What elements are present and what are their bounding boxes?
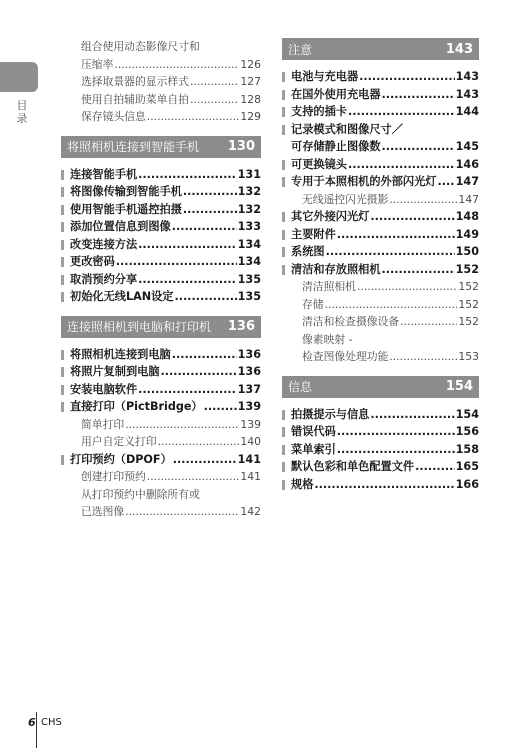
entry-title: 系统图: [291, 245, 325, 258]
entry-title-line: 组合使用动态影像尺寸和: [81, 40, 200, 53]
leader-dots: [183, 201, 237, 219]
entry-page: 134: [237, 237, 261, 251]
entry-title: 将照片复制到电脑: [70, 365, 160, 378]
page-number: 6: [28, 716, 36, 729]
toc-entry[interactable]: [282, 226, 479, 244]
toc-entry[interactable]: [282, 121, 479, 156]
entry-title: 清洁和检查摄像设备: [302, 315, 400, 328]
toc-entry[interactable]: [61, 451, 261, 469]
entry-page: 141: [240, 470, 261, 483]
entry-title: 选择取景器的显示样式: [81, 75, 189, 88]
entry-title: 菜单索引: [291, 442, 336, 456]
left-column: [61, 38, 261, 521]
entry-title: 添加位置信息到图像: [70, 220, 171, 233]
toc-subentry[interactable]: [61, 486, 261, 521]
section-page: 130: [227, 139, 255, 154]
entry-title: 初始化无线LAN设定: [70, 290, 174, 303]
entry-title: 无线遥控闪光摄影: [302, 192, 389, 206]
entry-title: 其它外接闪光灯: [291, 210, 370, 223]
entry-title: 保存镜头信息: [81, 110, 146, 123]
leader-dots: [314, 476, 454, 494]
toc-entry[interactable]: [282, 406, 479, 424]
side-label: 目录: [16, 99, 28, 125]
toc-entry[interactable]: [282, 103, 479, 121]
leader-dots: [173, 451, 237, 469]
left-sections: [61, 126, 261, 521]
leader-dots: [370, 406, 454, 424]
section-header[interactable]: [61, 136, 261, 158]
toc-entry[interactable]: [61, 108, 261, 126]
entry-title: 将照相机连接到电脑: [70, 347, 171, 361]
entry-page: 148: [455, 210, 479, 223]
leader-dots: [325, 296, 458, 314]
toc-entry[interactable]: [61, 288, 261, 306]
entry-page: 154: [455, 407, 479, 421]
leader-dots: [348, 103, 455, 121]
toc-entry[interactable]: [61, 218, 261, 236]
entry-title: 创建打印预约: [81, 470, 146, 483]
toc-entry[interactable]: [61, 183, 261, 201]
entry-title: 更改密码: [70, 255, 115, 268]
entry-page: 128: [240, 92, 261, 106]
section-title: 连接照相机到电脑和打印机: [67, 320, 212, 334]
toc-entry[interactable]: [282, 243, 479, 261]
entry-title: 可存储静止图像数: [291, 140, 381, 153]
entry-title: 用户自定义打印: [81, 435, 157, 448]
leader-dots: [348, 156, 455, 174]
entry-page: 129: [240, 110, 261, 123]
entry-page: 165: [455, 460, 479, 473]
toc-subentry[interactable]: [282, 331, 479, 366]
footer-divider: [36, 712, 37, 748]
section-title: 信息: [288, 380, 313, 394]
section-page: 154: [445, 379, 473, 394]
section-title: 注意: [288, 42, 313, 57]
toc-entry[interactable]: [61, 271, 261, 289]
entry-page: 134: [237, 255, 261, 268]
entry-title: 使用自拍辅助菜单自拍: [81, 92, 189, 106]
entry-page: 152: [458, 315, 479, 328]
entry-page: 133: [237, 220, 261, 233]
toc-entry[interactable]: [61, 91, 261, 109]
entry-title: 改变连接方法: [70, 237, 138, 251]
leader-dots: [147, 468, 240, 486]
entry-page: 135: [237, 290, 261, 303]
entry-page: 152: [455, 262, 479, 276]
entry-page: 127: [240, 75, 261, 88]
toc-subentry[interactable]: [61, 433, 261, 451]
entry-page: 136: [237, 347, 261, 361]
entry-page: 137: [237, 382, 261, 396]
entry-page: 135: [237, 272, 261, 286]
entry-page: 132: [237, 185, 261, 198]
entry-page: 152: [458, 280, 479, 293]
right-column: [282, 38, 479, 493]
intro-entries: [61, 38, 261, 126]
entry-page: 145: [455, 140, 479, 153]
entry-page: 132: [237, 202, 261, 216]
toc-entry[interactable]: [61, 236, 261, 254]
entry-title: 压缩率: [81, 57, 114, 71]
leader-dots: [183, 183, 237, 201]
chapter-tab: [0, 62, 38, 92]
entry-page: 144: [455, 105, 479, 118]
entry-title-line: 从打印预约中删除所有或: [81, 487, 200, 501]
leader-dots: [382, 86, 455, 104]
entry-title: 清洁照相机: [302, 280, 356, 293]
entry-page: 143: [455, 70, 479, 83]
toc-entry[interactable]: [61, 346, 261, 364]
leader-dots: [204, 398, 237, 416]
entry-page: 142: [240, 505, 261, 518]
entry-title: 拍摄提示与信息: [291, 407, 370, 421]
leader-dots: [337, 226, 455, 244]
leader-dots: [114, 56, 239, 74]
entry-title: 连接智能手机: [70, 167, 138, 181]
toc-entry[interactable]: [282, 173, 479, 191]
entry-page: 147: [455, 175, 479, 188]
toc-entry[interactable]: [61, 201, 261, 219]
language-code: CHS: [41, 717, 62, 728]
entry-page: 143: [455, 87, 479, 101]
section-header[interactable]: [282, 376, 479, 398]
entry-page: 166: [455, 477, 479, 491]
entry-page: 153: [458, 350, 479, 363]
entry-title: 打印预约（DPOF）: [70, 452, 172, 466]
toc-entry[interactable]: [282, 68, 479, 86]
leader-dots: [437, 173, 454, 191]
toc-subentry[interactable]: [282, 278, 479, 296]
leader-dots: [337, 423, 455, 441]
leader-dots: [161, 363, 237, 381]
entry-title: 检查图像处理功能: [302, 350, 389, 363]
leader-dots: [326, 243, 455, 261]
leader-dots: [138, 236, 237, 254]
leader-dots: [400, 313, 457, 331]
leader-dots: [337, 441, 455, 459]
toc-entry[interactable]: [61, 166, 261, 184]
entry-title: 默认色彩和单色配置文件: [291, 460, 415, 473]
entry-page: 140: [240, 435, 261, 448]
leader-dots: [382, 261, 455, 279]
leader-dots: [415, 458, 455, 476]
leader-dots: [116, 253, 237, 271]
entry-title: 安装电脑软件: [70, 382, 138, 396]
toc-entry[interactable]: [282, 86, 479, 104]
entry-page: 146: [455, 157, 479, 171]
leader-dots: [172, 346, 237, 364]
toc-entry[interactable]: [61, 398, 261, 416]
entry-title: 支持的插卡: [291, 105, 347, 118]
entry-page: 158: [455, 442, 479, 456]
toc-entry[interactable]: [61, 38, 261, 73]
toc-entry[interactable]: [282, 458, 479, 476]
leader-dots: [357, 278, 457, 296]
leader-dots: [382, 138, 455, 156]
leader-dots: [174, 288, 236, 306]
leader-dots: [125, 416, 239, 434]
entry-title: 存储: [302, 297, 324, 311]
leader-dots: [138, 166, 237, 184]
section-header[interactable]: [61, 316, 261, 338]
entry-page: 141: [237, 452, 261, 466]
toc-entry[interactable]: [282, 261, 479, 279]
leader-dots: [125, 503, 239, 521]
section-header[interactable]: [282, 38, 479, 60]
toc-subentry[interactable]: [282, 313, 479, 331]
leader-dots: [389, 191, 457, 209]
toc-entry[interactable]: [282, 208, 479, 226]
entry-title: 清洁和存放照相机: [291, 262, 381, 276]
entry-title: 已选图像: [81, 505, 125, 518]
entry-page: 139: [237, 400, 261, 413]
leader-dots: [138, 381, 237, 399]
toc-entry[interactable]: [282, 423, 479, 441]
entry-title: 主要附件: [291, 227, 336, 241]
toc-subentry[interactable]: [282, 191, 479, 209]
entry-title-line: 记录模式和图像尺寸／: [291, 122, 403, 136]
entry-title: 规格: [291, 477, 314, 491]
right-sections: [282, 38, 479, 493]
toc-entry[interactable]: [282, 441, 479, 459]
entry-title: 使用智能手机遥控拍摄: [70, 202, 182, 216]
toc-entry[interactable]: [282, 156, 479, 174]
entry-title: 简单打印: [81, 417, 125, 431]
entry-page: 149: [455, 227, 479, 241]
section-title: 将照相机连接到智能手机: [67, 140, 200, 154]
entry-title-line: 像素映射 -: [302, 332, 353, 346]
entry-page: 152: [458, 297, 479, 311]
section-page: 136: [227, 319, 255, 334]
entry-title: 在国外使用充电器: [291, 87, 381, 101]
entry-page: 147: [458, 192, 479, 206]
toc-entry[interactable]: [61, 73, 261, 91]
entry-title: 错误代码: [291, 425, 336, 438]
leader-dots: [359, 68, 455, 86]
entry-title: 可更换镜头: [291, 157, 347, 171]
entry-page: 126: [240, 57, 261, 71]
toc-subentry[interactable]: [61, 468, 261, 486]
section-page: 143: [445, 41, 473, 57]
toc-entry[interactable]: [61, 253, 261, 271]
entry-title: 直接打印（PictBridge）: [70, 400, 203, 413]
leader-dots: [158, 433, 240, 451]
toc-entry[interactable]: [61, 363, 261, 381]
leader-dots: [172, 218, 237, 236]
toc-entry[interactable]: [282, 476, 479, 494]
leader-dots: [138, 271, 237, 289]
leader-dots: [147, 108, 240, 126]
toc-entry[interactable]: [61, 381, 261, 399]
toc-subentry[interactable]: [61, 416, 261, 434]
toc-subentry[interactable]: [282, 296, 479, 314]
entry-page: 136: [237, 365, 261, 378]
entry-page: 131: [237, 167, 261, 181]
leader-dots: [190, 91, 239, 109]
entry-title: 将图像传输到智能手机: [70, 185, 182, 198]
entry-page: 156: [455, 425, 479, 438]
leader-dots: [370, 208, 454, 226]
entry-page: 150: [455, 245, 479, 258]
leader-dots: [389, 348, 457, 366]
entry-title: 电池与充电器: [291, 70, 359, 83]
entry-page: 139: [240, 417, 261, 431]
entry-title: 专用于本照相机的外部闪光灯: [291, 175, 437, 188]
leader-dots: [190, 73, 239, 91]
entry-title: 取消预约分享: [70, 272, 138, 286]
